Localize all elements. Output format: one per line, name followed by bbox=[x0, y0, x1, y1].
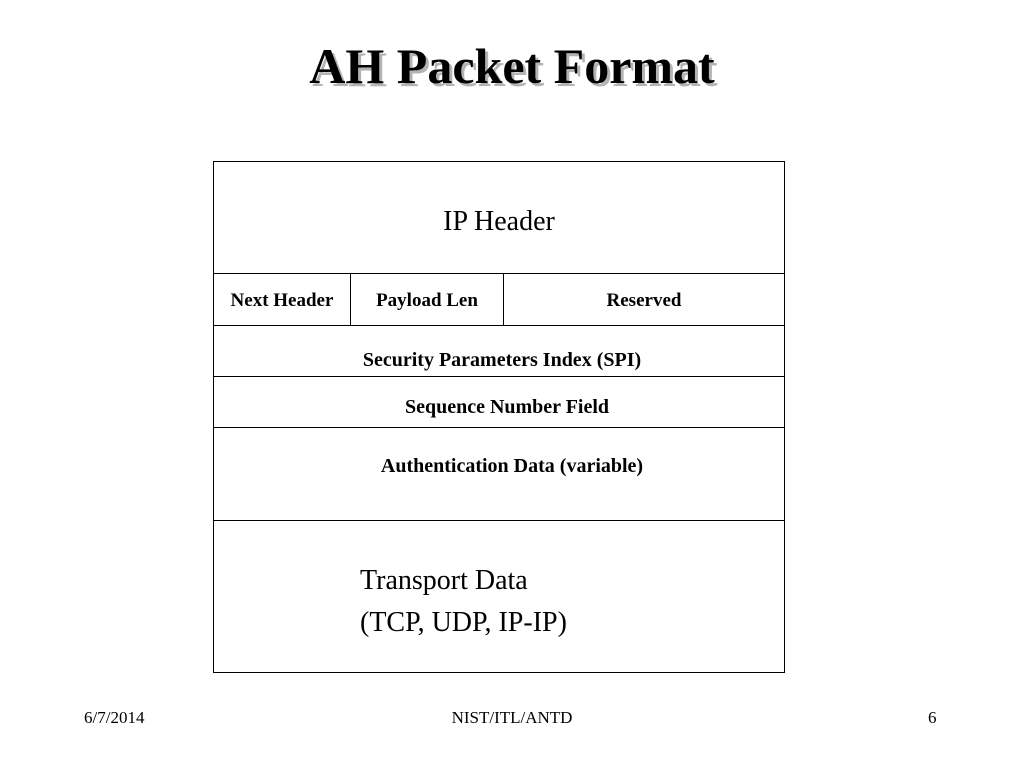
sequence-number-block bbox=[214, 377, 784, 428]
transport-protocols-label: (TCP, UDP, IP-IP) bbox=[360, 607, 567, 638]
ah-header-fields-row bbox=[214, 274, 784, 326]
next-header-field bbox=[214, 274, 351, 325]
reserved-label: Reserved bbox=[606, 290, 682, 311]
authentication-data-block bbox=[214, 428, 784, 521]
footer-organization: NIST/ITL/ANTD bbox=[451, 708, 573, 727]
spi-block bbox=[214, 326, 784, 377]
authentication-data-label: Authentication Data (variable) bbox=[380, 455, 644, 477]
transport-data-label: Transport Data bbox=[360, 565, 528, 596]
payload-len-field bbox=[351, 274, 504, 325]
ip-header-block bbox=[214, 162, 784, 274]
slide-title: AH Packet Format bbox=[309, 38, 715, 94]
footer-date: 6/7/2014 bbox=[84, 708, 145, 727]
next-header-label: Next Header bbox=[230, 290, 334, 311]
reserved-field bbox=[504, 274, 784, 325]
spi-label: Security Parameters Index (SPI) bbox=[362, 349, 642, 371]
ip-header-label: IP Header bbox=[443, 206, 555, 237]
transport-data-block bbox=[214, 521, 784, 672]
sequence-number-label: Sequence Number Field bbox=[404, 396, 610, 418]
footer-page-number: 6 bbox=[928, 708, 937, 727]
payload-len-label: Payload Len bbox=[376, 290, 478, 311]
ah-packet-diagram bbox=[213, 161, 785, 673]
